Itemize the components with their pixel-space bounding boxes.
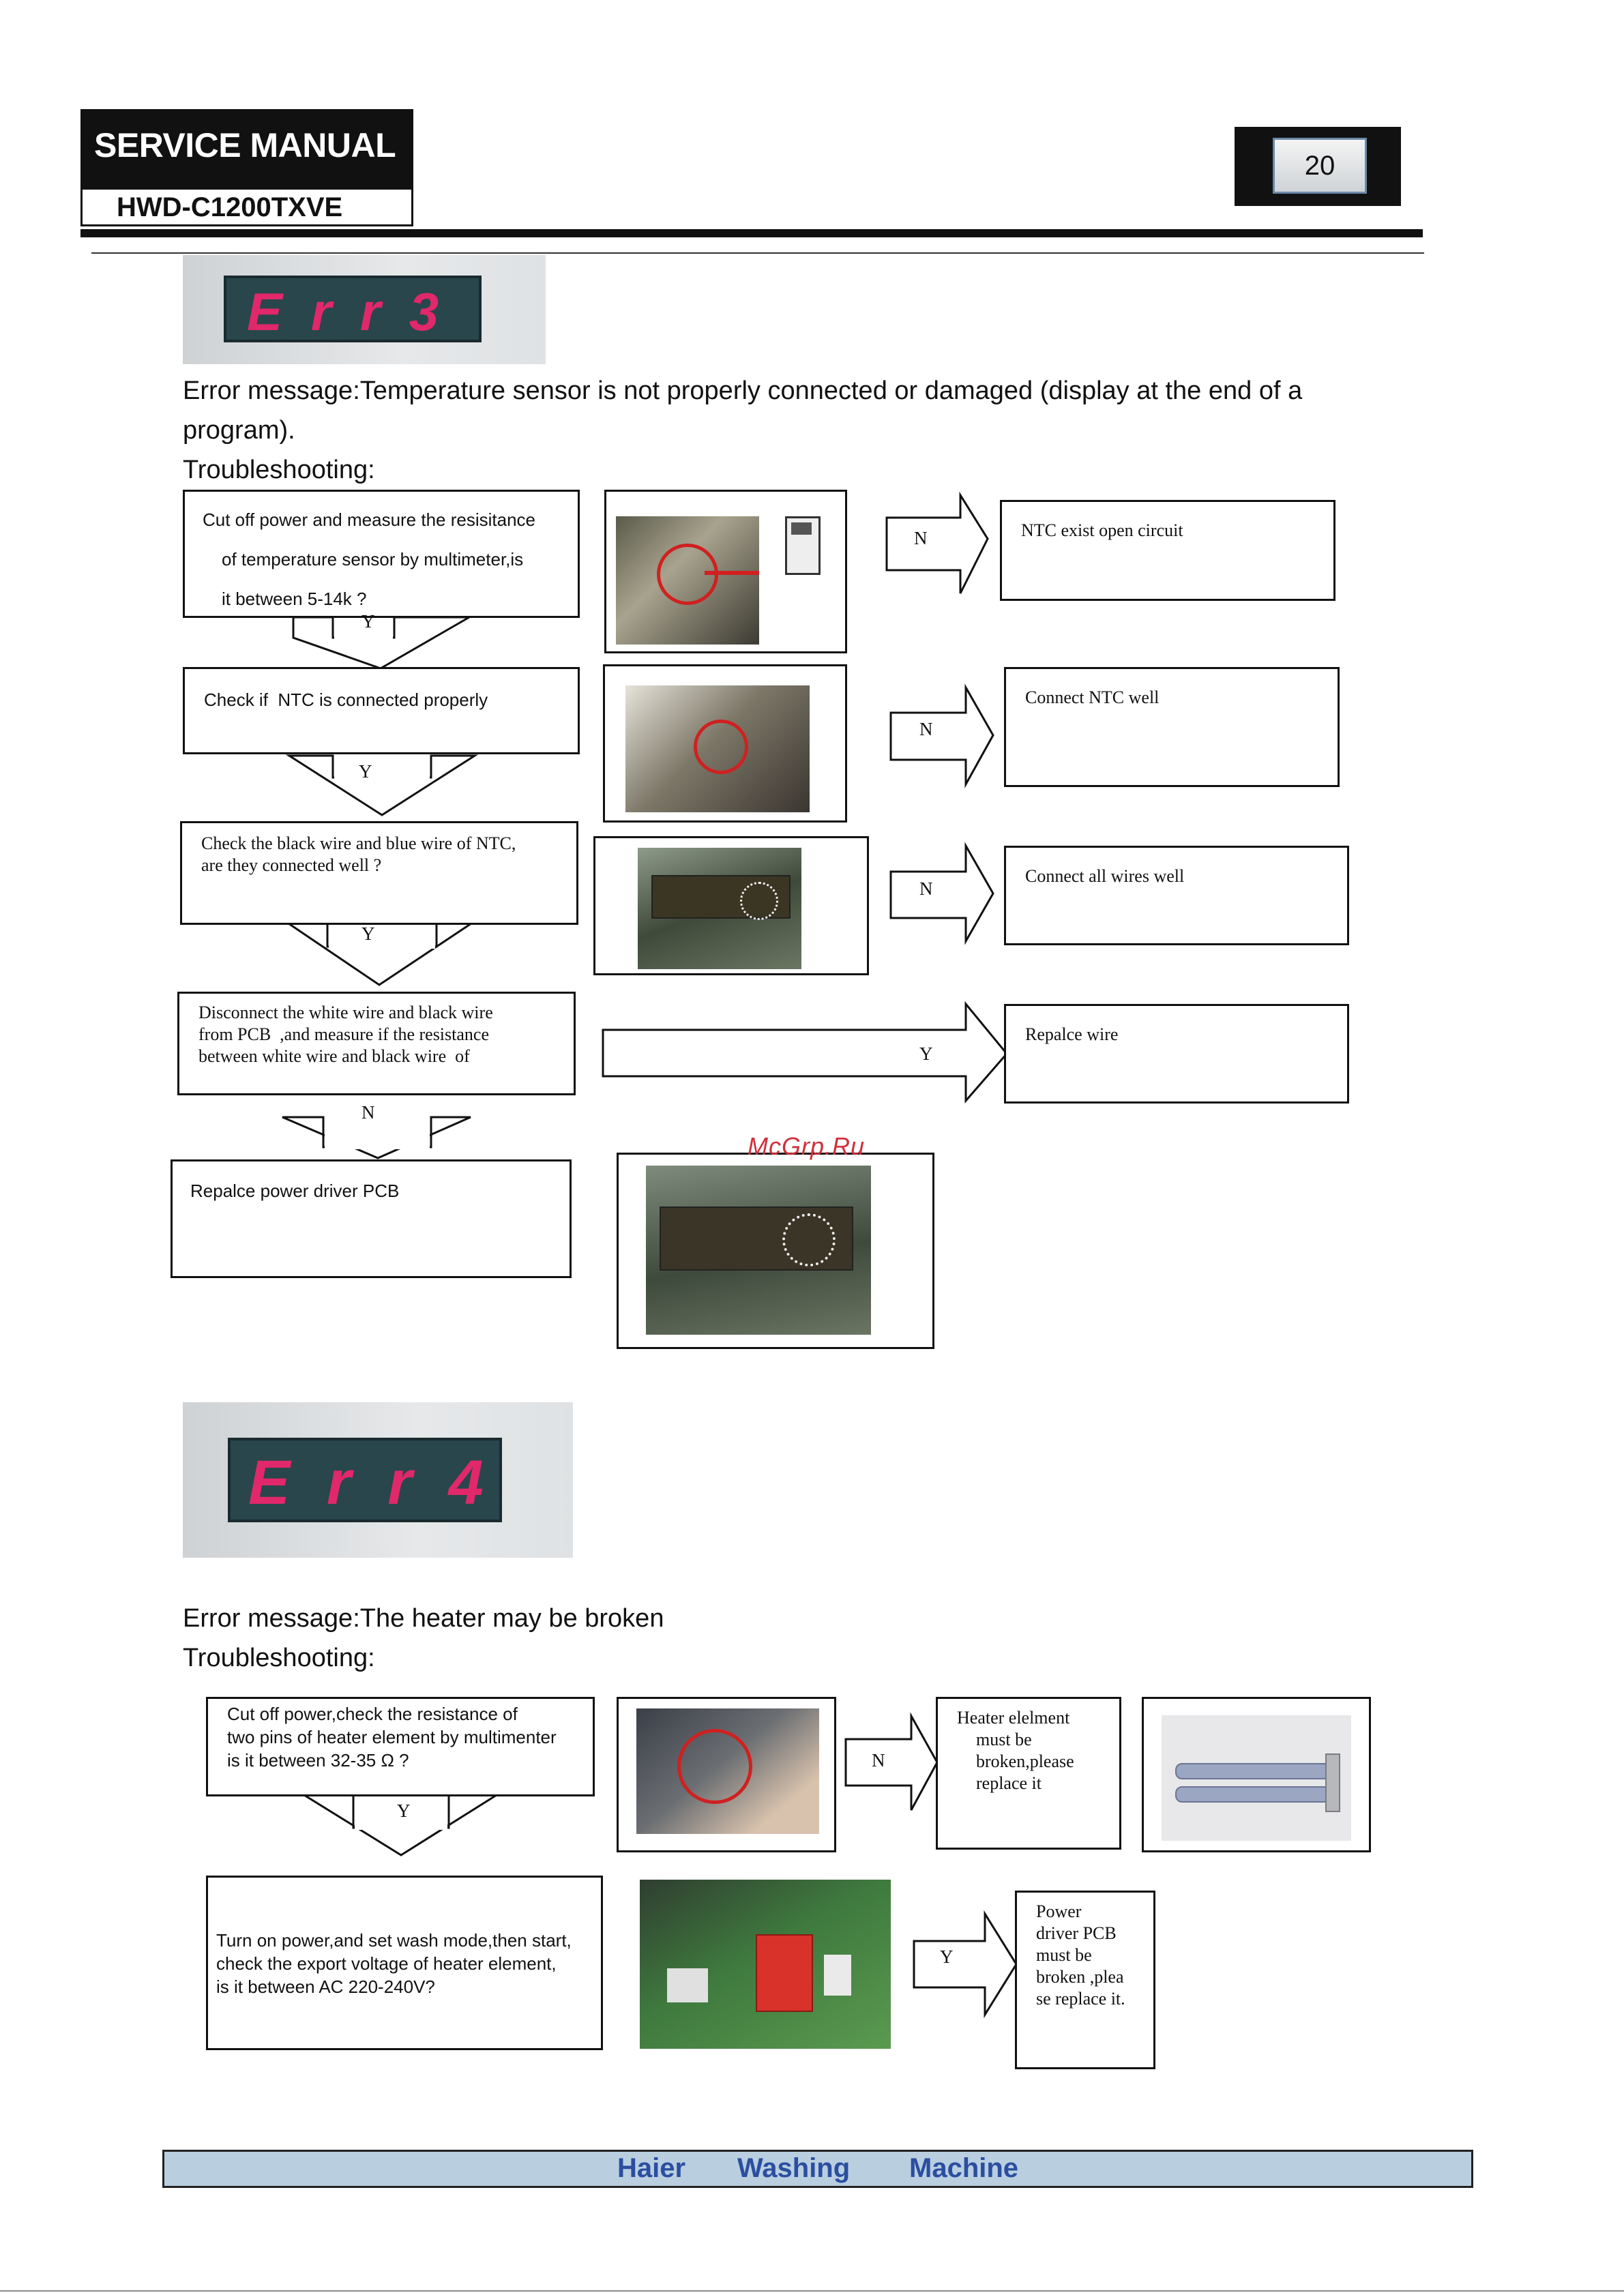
label-right-3: N xyxy=(919,878,933,899)
heater-red-circle xyxy=(677,1729,752,1804)
err3-result-4-text: Repalce wire xyxy=(1025,1024,1119,1044)
err4-photo-frame-1 xyxy=(617,1697,836,1852)
err4-step2 xyxy=(206,1876,603,2050)
err3-step1-line2: of temperature sensor by multimeter,is xyxy=(222,549,524,569)
footer-bar xyxy=(162,2150,1473,2188)
relay-white-1 xyxy=(824,1955,851,1996)
err4-label-down-1: Y xyxy=(397,1801,411,1821)
label-down-3: Y xyxy=(361,923,375,944)
err3-message-line2: program). xyxy=(183,416,295,445)
err4-step2-line1: Turn on power,and set wash mode,then start, xyxy=(216,1930,572,1951)
model-number: HWD-C1200TXVE xyxy=(117,192,343,222)
label-down-1: Y xyxy=(361,611,375,632)
label-right-4: Y xyxy=(919,1043,933,1064)
err4-result-1-line3: broken,please xyxy=(976,1751,1074,1771)
footer-machine: Machine xyxy=(909,2153,1019,2183)
manual-title: SERVICE MANUAL xyxy=(94,126,396,164)
err3-step4-line2: from PCB ,and measure if the resistance xyxy=(198,1024,489,1044)
err3-step5-text: Repalce power driver PCB xyxy=(190,1181,400,1201)
err4-step2-line2: check the export voltage of heater element, xyxy=(216,1953,557,1974)
err4-result-2 xyxy=(1015,1891,1155,2069)
err4-step1-line1: Cut off power,check the resistance of xyxy=(227,1704,518,1724)
err4-result-2-line2: driver PCB xyxy=(1036,1923,1117,1943)
err4-result-1-line4: replace it xyxy=(976,1773,1042,1793)
err3-step1-line3: it between 5-14k ? xyxy=(222,589,367,609)
err3-step3-line1: Check the black wire and blue wire of NTC, xyxy=(201,833,516,853)
heater-tube-1 xyxy=(1175,1763,1335,1779)
err4-result-1 xyxy=(936,1697,1121,1850)
err4-step1-line2: two pins of heater element by multimenter xyxy=(227,1727,557,1747)
label-down-2: Y xyxy=(359,761,372,782)
page-number: 20 xyxy=(1304,151,1335,181)
err3-step4-line1: Disconnect the white wire and black wire xyxy=(198,1003,493,1022)
heater-tube-2 xyxy=(1175,1786,1335,1803)
bottom-edge-rule xyxy=(0,2290,1624,2292)
label-down-4: N xyxy=(361,1102,375,1123)
err4-result-1-line1: Heater elelment xyxy=(957,1708,1070,1728)
err4-label-right-1: N xyxy=(872,1750,885,1771)
label-right-2: N xyxy=(919,719,933,739)
err3-step4-line3: between white wire and black wire of xyxy=(198,1046,470,1066)
err4-right-arrow-2 xyxy=(914,1914,1016,2015)
err4-label-right-2: Y xyxy=(940,1946,954,1967)
err4-step2-line3: is it between AC 220-240V? xyxy=(216,1976,435,1997)
err3-message-line1: Error message:Temperature sensor is not properly connected or damaged (display at the end of a xyxy=(183,376,1303,405)
led-code-4: E r r 4 xyxy=(248,1448,493,1517)
pcb-relay-photo xyxy=(640,1880,891,2049)
err4-troubleshooting-label: Troubleshooting: xyxy=(183,1644,375,1672)
heater-bracket xyxy=(1325,1753,1340,1812)
err3-step3-line2: are they connected well ? xyxy=(201,855,382,875)
err4-result-2-line5: se replace it. xyxy=(1036,1989,1125,2009)
watermark: McGrp.Ru xyxy=(748,1132,866,1160)
err3-result-1-text: NTC exist open circuit xyxy=(1021,520,1183,540)
err4-result-1-line2: must be xyxy=(976,1730,1032,1749)
label-right-1: N xyxy=(914,528,928,548)
footer-brand: Haier xyxy=(617,2153,686,2183)
err4-message: Error message:The heater may be broken xyxy=(183,1604,664,1633)
err4-result-2-line1: Power xyxy=(1036,1901,1082,1921)
err4-result-2-line4: broken ,plea xyxy=(1036,1967,1124,1987)
led-code: E r r 3 xyxy=(247,282,446,342)
err4-step1-line3: is it between 32-35 Ω ? xyxy=(227,1750,409,1771)
err4-result-2-line3: must be xyxy=(1036,1945,1092,1965)
err3-result-3-text: Connect all wires well xyxy=(1025,866,1185,886)
relay-red xyxy=(756,1934,813,2012)
err4-right-arrow-1 xyxy=(846,1716,937,1810)
footer-washing: Washing xyxy=(737,2153,851,2183)
err3-result-2-text: Connect NTC well xyxy=(1025,687,1160,707)
relay-white-2 xyxy=(667,1968,708,2002)
err3-step1-line1: Cut off power and measure the resisitance xyxy=(203,509,536,530)
err3-step2-text: Check if NTC is connected properly xyxy=(204,690,488,710)
err3-troubleshooting-label: Troubleshooting: xyxy=(183,456,375,484)
heater-element-photo xyxy=(1162,1715,1351,1841)
heater-pins-photo xyxy=(636,1708,819,1834)
err4-step1 xyxy=(206,1697,595,1796)
err4-photo-frame-2 xyxy=(1142,1697,1371,1852)
